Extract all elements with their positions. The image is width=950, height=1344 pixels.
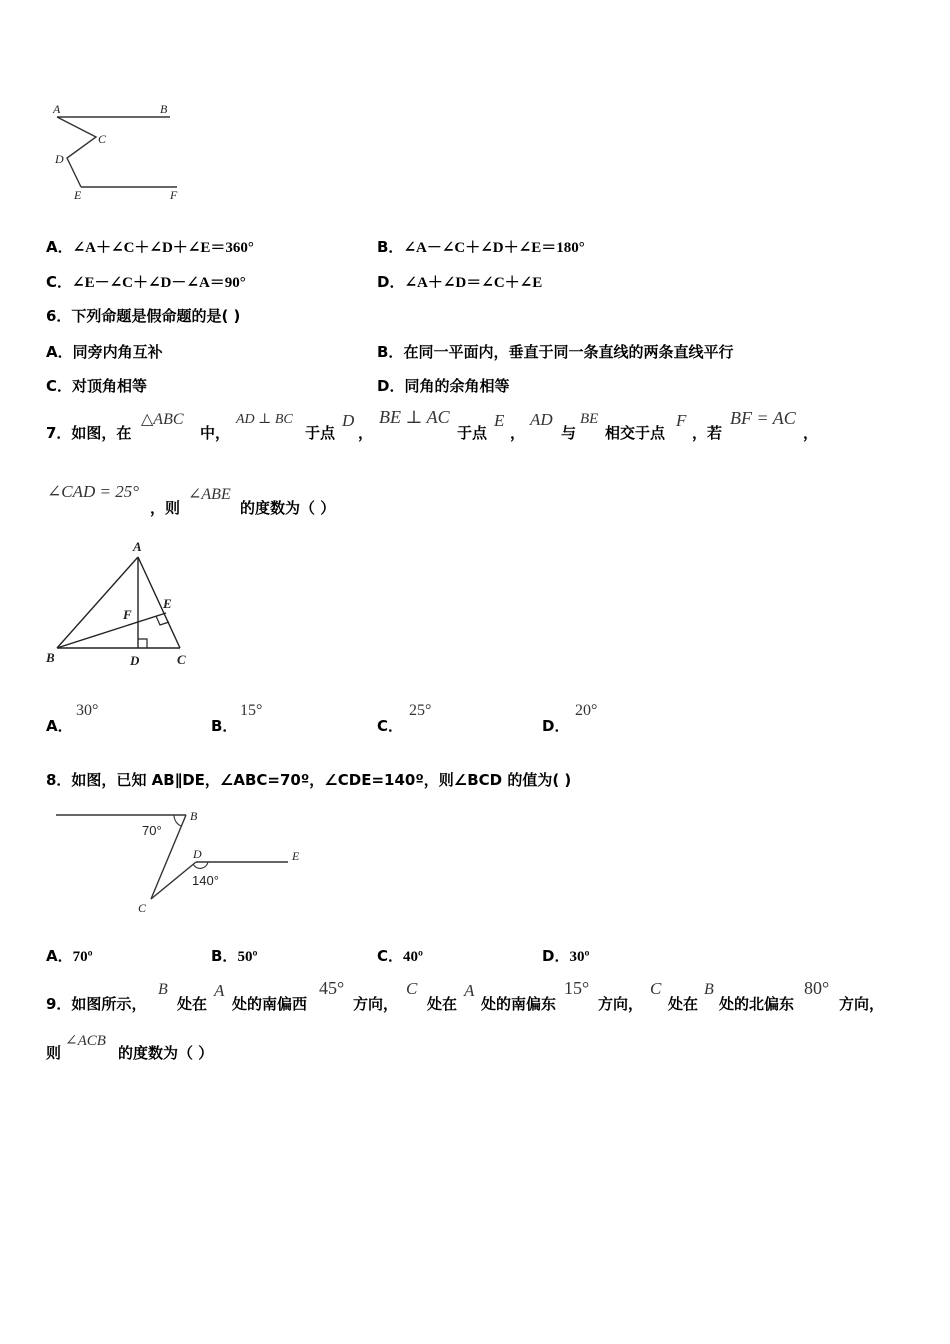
option-letter: B． xyxy=(377,343,404,361)
q5-option-b[interactable] xyxy=(377,236,585,257)
q7-m-triangle-abc: △ABC xyxy=(141,411,184,428)
angle-70: 70° xyxy=(142,823,162,838)
q6-option-a[interactable] xyxy=(46,341,163,362)
q7-s9: ，若 xyxy=(692,424,723,442)
q7-s3: 于点 xyxy=(305,424,336,442)
option-value: 70º xyxy=(72,949,93,965)
q9-s2: 处在 xyxy=(177,995,208,1013)
q7-m-bf-eq-ac: BF = AC xyxy=(730,408,796,428)
q7-m-abe: ∠ABE xyxy=(188,486,231,503)
option-text: ∠A－∠C＋∠D＋∠E＝180° xyxy=(403,240,585,256)
q7-m-e: E xyxy=(494,411,505,430)
option-value: 30º xyxy=(569,949,590,965)
q7-m-ad-perp-bc: AD ⊥ BC xyxy=(236,412,293,427)
q9-m-c: C xyxy=(406,979,418,998)
q7-s8: 相交于点 xyxy=(605,424,666,442)
q9-m-45: 45° xyxy=(319,978,345,998)
q8-option-b[interactable] xyxy=(211,945,257,966)
q7-m-ad: AD xyxy=(530,410,553,429)
q9-m-a2: A xyxy=(464,981,475,1000)
option-letter: A． xyxy=(46,717,73,735)
option-value: 30° xyxy=(76,702,99,719)
option-text: 同角的余角相等 xyxy=(404,377,510,395)
option-value: 50º xyxy=(237,949,258,965)
label-E: E xyxy=(292,849,300,863)
q6-option-d[interactable] xyxy=(377,375,509,396)
q7-s4: ， xyxy=(358,424,374,442)
q9-m-80: 80° xyxy=(804,978,830,998)
q7-m-be: BE xyxy=(580,411,599,427)
label-C: C xyxy=(177,652,186,667)
label-A: A xyxy=(133,539,142,554)
option-letter: A． xyxy=(46,947,73,965)
label-A: A xyxy=(53,102,61,116)
q9-s8: 处在 xyxy=(668,995,699,1013)
q9-m-a: A xyxy=(214,981,225,1000)
q8-option-c[interactable] xyxy=(377,945,423,966)
angle-140: 140° xyxy=(192,873,219,888)
q7-s10: ， xyxy=(803,424,819,442)
q6-stem: 6．下列命题是假命题的是( ) xyxy=(46,307,241,325)
label-F: F xyxy=(123,607,132,622)
q9-s11: 则 xyxy=(46,1044,62,1062)
label-B: B xyxy=(160,102,168,116)
option-letter: C． xyxy=(377,717,404,735)
q7-s5: 于点 xyxy=(457,424,488,442)
label-D: D xyxy=(55,152,64,166)
q9-s7: 方向， xyxy=(598,995,644,1013)
option-letter: D． xyxy=(377,273,405,291)
option-letter: C． xyxy=(46,377,73,395)
q9-m-15: 15° xyxy=(564,978,590,998)
q8-stem: 8．如图，已知 AB∥DE，∠ABC=70º，∠CDE=140º，则∠BCD 的值为( ) xyxy=(46,771,572,789)
q9-s1: 9．如图所示， xyxy=(46,995,147,1013)
q9-m-b2: B xyxy=(704,981,714,998)
option-value: 15° xyxy=(240,702,263,719)
q9-m-b: B xyxy=(158,981,168,998)
option-text: ∠E－∠C＋∠D－∠A＝90° xyxy=(72,275,246,291)
option-value: 40º xyxy=(403,949,423,965)
q9-s5: 处在 xyxy=(427,995,458,1013)
label-B: B xyxy=(190,809,198,823)
q9-s10: 方向， xyxy=(839,995,885,1013)
label-D: D xyxy=(193,847,202,861)
q7-s6: ， xyxy=(510,424,526,442)
option-letter: D． xyxy=(542,947,570,965)
option-letter: D． xyxy=(542,717,570,735)
label-C: C xyxy=(98,132,107,146)
q5-option-c[interactable] xyxy=(46,271,246,292)
q8-option-d[interactable] xyxy=(542,945,589,966)
option-value: 25° xyxy=(409,702,432,719)
q9-s6: 处的南偏东 xyxy=(481,995,557,1013)
q5-option-d[interactable] xyxy=(377,271,542,292)
label-E: E xyxy=(163,596,172,611)
option-letter: B． xyxy=(377,238,404,256)
option-text: 在同一平面内，垂直于同一条直线的两条直线平行 xyxy=(403,343,734,361)
option-letter: C． xyxy=(377,947,404,965)
q6-option-c[interactable] xyxy=(46,375,147,396)
q7-s2: 中， xyxy=(200,424,231,442)
label-E: E xyxy=(74,188,82,202)
q9-s4: 方向， xyxy=(353,995,399,1013)
option-text: ∠A＋∠C＋∠D＋∠E＝360° xyxy=(72,240,254,256)
figure-parallel-bcd xyxy=(50,800,320,920)
q9-s9: 处的北偏东 xyxy=(719,995,795,1013)
label-D: D xyxy=(130,653,140,668)
option-text: 同旁内角互补 xyxy=(72,343,163,361)
q8-option-a[interactable] xyxy=(46,945,93,966)
option-letter: C． xyxy=(46,273,73,291)
q7-m-cad-25: ∠CAD = 25° xyxy=(47,482,140,501)
label-F: F xyxy=(170,188,178,202)
q9-s3: 处的南偏西 xyxy=(232,995,308,1013)
q7-s12: 的度数为（ ） xyxy=(240,499,336,517)
q9-m-acb: ∠ACB xyxy=(65,1033,106,1049)
figure-parallel-zigzag xyxy=(40,95,200,210)
q7-m-f: F xyxy=(676,411,687,430)
q7-s7: 与 xyxy=(561,424,577,442)
q7-m-d: D xyxy=(342,411,355,430)
option-letter: D． xyxy=(377,377,405,395)
q7-m-be-perp-ac: BE ⊥ AC xyxy=(379,407,450,427)
q7-s11: ，则 xyxy=(150,499,181,517)
option-letter: A． xyxy=(46,238,73,256)
q5-option-a[interactable] xyxy=(46,236,254,257)
label-B: B xyxy=(46,650,55,665)
option-text: ∠A＋∠D＝∠C＋∠E xyxy=(404,275,543,291)
option-letter: B． xyxy=(211,947,238,965)
option-value: 20° xyxy=(575,702,598,719)
option-letter: B． xyxy=(211,717,238,735)
label-C: C xyxy=(138,901,147,915)
option-text: 对顶角相等 xyxy=(72,377,148,395)
q7-s1: 7．如图，在 xyxy=(46,424,132,442)
q6-option-b[interactable] xyxy=(377,341,733,362)
option-letter: A． xyxy=(46,343,73,361)
q9-m-c2: C xyxy=(650,979,662,998)
q9-s12: 的度数为（ ） xyxy=(118,1044,214,1062)
figure-triangle-abc xyxy=(40,535,200,675)
